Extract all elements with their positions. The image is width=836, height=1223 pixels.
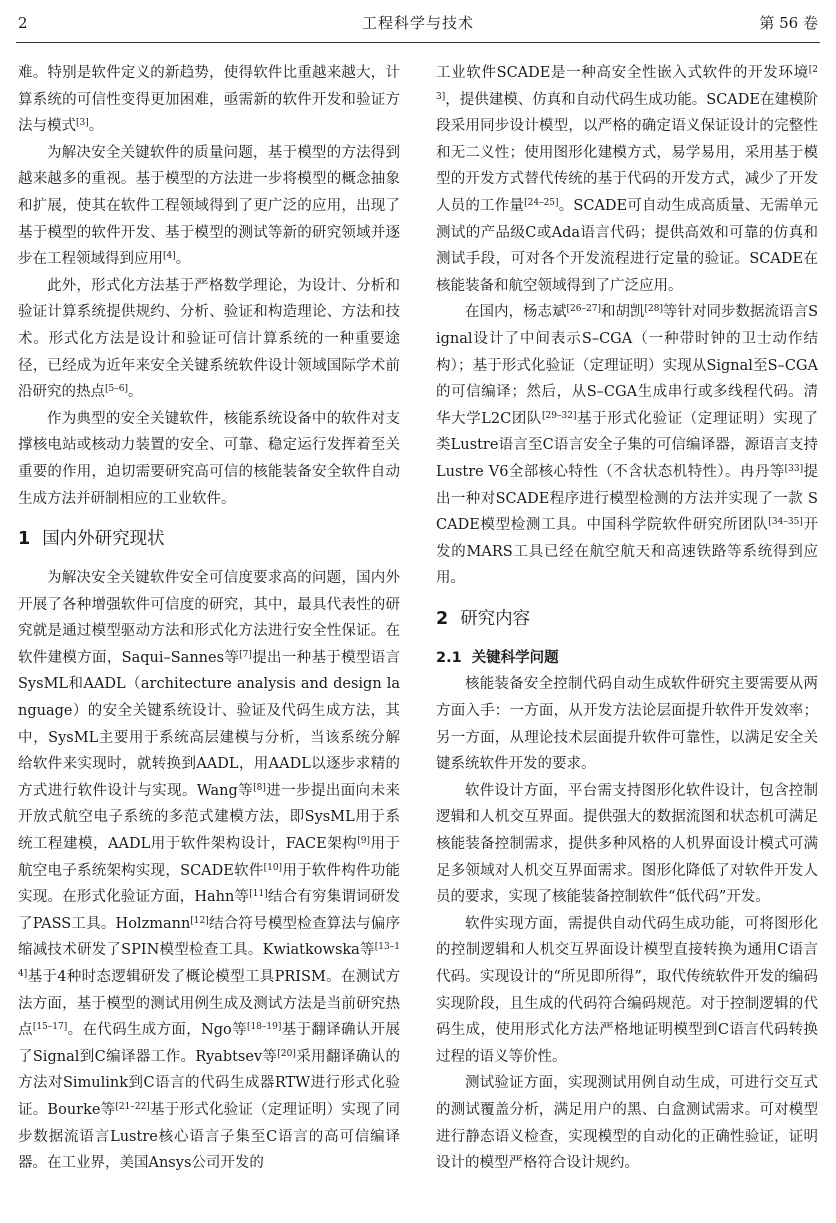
paragraph: 测试验证方面，实现测试用例自动生成，可进行交互式的测试覆盖分析，满足用户的黑、白盒测试需求。可对模型进行静态语义检查，实现模型的自动化的正确性验证，证明设计的模型严格符合设计规约。	[436, 1075, 818, 1172]
citation: [28]	[644, 304, 663, 315]
page-header	[16, 0, 820, 43]
page-number: 2	[18, 14, 28, 32]
left-column	[18, 60, 400, 1177]
section-heading: 1 国内外研究现状	[18, 529, 165, 550]
citation: [4]	[163, 251, 176, 262]
citation: [10]	[263, 862, 283, 873]
paragraph: 在国内，杨志斌[26–27]和胡凯[28]等针对同步数据流语言Signal设计了中间表示S–CGA（一种带时钟的卫士动作结构）；基于形式化验证（定理证明）实现从Signal至S–CGA的可信编译；然后，从S–CGA生成串行或多线程代码。清华大学L2C团队[29–32]基于形式化验证（定理证明）实现了类Lustre语言至C语言安全子集的可信编译器，源语言支持Lustre V6全部核心特性（不含状态机特性）。冉丹等[33]提出一种对SCADE程序进行模型检测的方法并实现了一款 SCADE模型检测工具。中国科学院软件研究所团队[34–35]开发的MARS工具已经在航空航天和高速铁路等系统得到应用。	[436, 304, 819, 587]
paragraph: 为解决安全关键软件的质量问题，基于模型的方法得到越来越多的重视。基于模型的方法进一步将模型的概念抽象和扩展，使其在软件工程领域得到了更广泛的应用，出现了基于模型的软件开发、基于模型的测试等新的研究领域并逐步在工程领域得到应用[4]。	[18, 144, 400, 268]
citation: [7]	[239, 649, 252, 660]
volume-label: 第 56 卷	[759, 14, 818, 32]
paragraph: 此外，形式化方法基于严格数学理论，为设计、分析和验证计算系统提供规约、分析、验证和构造理论、方法和技术。形式化方法是设计和验证可信计算系统的一种重要途径，已经成为近年来安全关键系统软件设计领域国际学术前沿研究的热点[5–6]。	[18, 277, 400, 401]
citation: [24–25]	[524, 197, 559, 208]
paragraph: 难。特别是软件定义的新趋势，使得软件比重越来越大，计算系统的可信性变得更加困难，亟需新的软件开发和验证方法与模式[3]。	[18, 65, 400, 135]
citation: [11]	[249, 889, 268, 900]
citation: [18–19]	[246, 1022, 282, 1033]
citation: [3]	[76, 118, 89, 129]
citation: [29–32]	[542, 410, 577, 421]
paragraph: 为解决安全关键软件安全可信度要求高的问题，国内外开展了各种增强软件可信度的研究，其中，最具代表性的研究就是通过模型驱动方法和形式化方法进行安全性保证。在软件建模方面，Saqui–Sannes等[7]提出一种基于模型语言SysML和AADL（architecture analysis and design language）的安全关键系统设计、验证及代码生成方法，其中，SysML主要用于系统高层建模与分析，当该系统分解给软件来实现时，就转换到AADL，用AADL以逐步求精的方式进行软件设计与实现。Wang等[8]进一步提出面向未来开放式航空电子系统的多范式建模方法，即SysML用于系统工程建模，AADL用于软件架构设计，FACE架构[9]用于航空电子系统架构实现，SCADE软件[10]用于软件构件功能实现。在形式化验证方面，Hahn等[11]结合有穷集谓词研发了PASS工具。Holzmann[12]结合符号模型检查算法与偏序缩减技术研发了SPIN模型检查工具。Kwiatkowska等[13–14]基于4种时态逻辑研发了概论模型工具PRISM。在测试方法方面，基于模型的测试用例生成及测试方法是当前研究热点[15–17]。在代码生成方面，Ngo等[18–19]基于翻译确认开展了Signal到C编译器工作。Ryabtsev等[20]采用翻译确认的方法对Simulink到C语言的代码生成器RTW进行形式化验证。Bourke等[21–22]基于形式化验证（定理证明）实现了同步数据流语言Lustre核心语言子集至C语言的高可信编译器。在工业界，美国Ansys公司开发的	[18, 570, 401, 1172]
paragraph: 作为典型的安全关键软件，核能系统设备中的软件对支撑核电站或核动力装置的安全、可靠、稳定运行发挥着至关重要的作用，迫切需要研究高可信的核能装备安全软件自动生成方法并研制相应的工业软件。	[18, 410, 400, 507]
journal-title: 工程科学与技术	[361, 14, 474, 32]
citation: [12]	[190, 915, 209, 926]
citation: [20]	[277, 1048, 296, 1059]
citation: [26–27]	[566, 304, 601, 315]
citation: [9]	[357, 836, 370, 847]
paragraph: 软件设计方面，平台需支持图形化软件设计，包含控制逻辑和人机交互界面。提供强大的数据流图和状态机可满足核能装备控制需求，提供多种风格的人机界面设计模式可满足多领域对人机交互界面需求。图形化降低了对软件开发人员的要求，实现了核能装备控制软件“低代码”开发。	[436, 782, 818, 906]
citation: [21–22]	[115, 1101, 150, 1112]
section-heading: 2 研究内容	[436, 608, 531, 629]
subsection-heading: 2.1 关键科学问题	[436, 649, 559, 666]
citation: [13–14]	[18, 942, 400, 979]
paragraph: 核能装备安全控制代码自动生成软件研究主要需要从两方面入手：一方面，从开发方法论层面提升软件开发效率；另一方面，从理论技术层面提升软件可靠性，以满足安全关键系统软件开发的要求。	[436, 676, 818, 773]
citation: [8]	[253, 782, 266, 793]
citation: [33]	[784, 463, 804, 474]
citation: [34–35]	[768, 517, 803, 528]
paragraph: 软件实现方面，需提供自动代码生成功能，可将图形化的控制逻辑和人机交互界面设计模型直接转换为通用C语言代码。实现设计的“所见即所得”，取代传统软件开发的编码实现阶段，且生成的代码符合编码规范。对于控制逻辑的代码生成，使用形式化方法严格地证明模型到C语言代码转换过程的语义等价性。	[436, 915, 818, 1065]
paragraph: 工业软件SCADE是一种高安全性嵌入式软件的开发环境[23]，提供建模、仿真和自动代码生成功能。SCADE在建模阶段采用同步设计模型，以严格的确定语义保证设计的完整性和无二义性；使用图形化建模方式，易学易用，采用基于模型的开发方式替代传统的基于代码的开发方式，减少了开发人员的工作量[24–25]。SCADE可自动生成高质量、无需单元测试的产品级C或Ada语言代码；提供高效和可靠的仿真和测试手段，可对各个开发流程进行定量的验证。SCADE在核能装备和航空领域得到了广泛应用。	[436, 65, 819, 294]
citation: [15–17]	[32, 1022, 68, 1033]
citation: [23]	[436, 65, 818, 102]
citation: [5–6]	[105, 384, 128, 395]
right-column	[436, 60, 818, 1177]
